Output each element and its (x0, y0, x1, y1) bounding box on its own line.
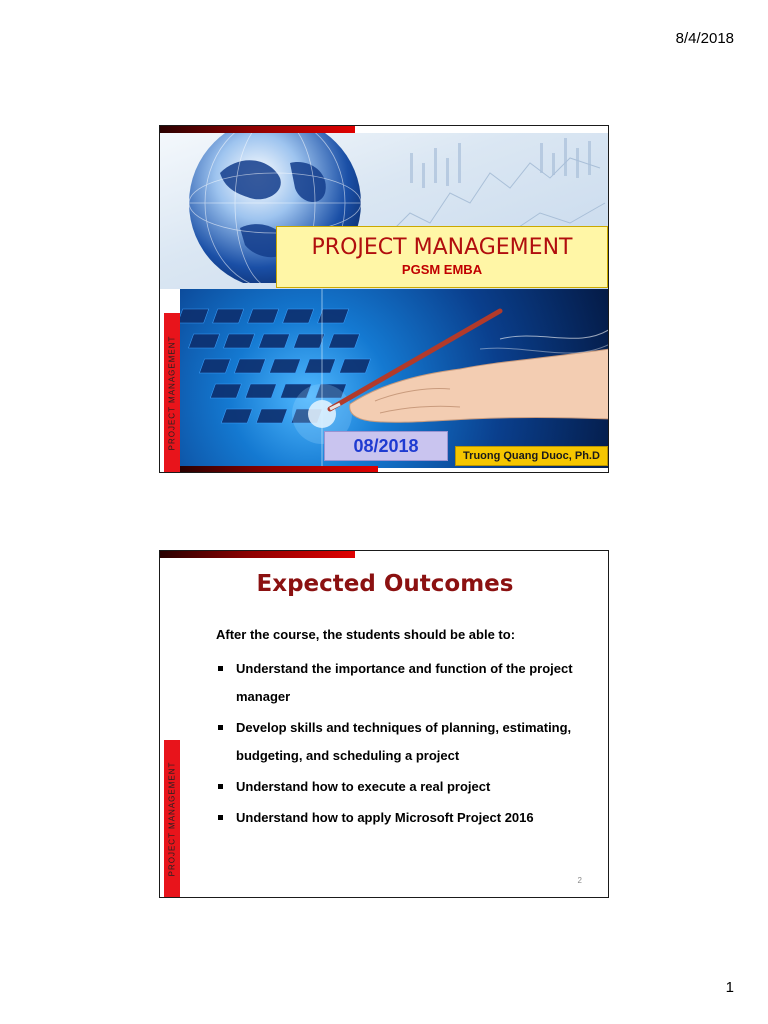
slide-title: Expected Outcomes (256, 571, 514, 597)
slide-1 (159, 125, 609, 473)
list-item: Develop skills and techniques of planning, estimating, budgeting, and scheduling a project (216, 714, 586, 770)
list-item: Understand the importance and function of the project manager (216, 655, 586, 711)
intro-text: After the course, the students should be able to: (216, 627, 516, 642)
list-item: Understand how to execute a real project (216, 773, 586, 801)
slide-subtitle: PGSM EMBA (401, 262, 483, 277)
slide-number: 2 (577, 876, 582, 885)
side-label-bar (164, 740, 180, 898)
outcomes-list (216, 655, 586, 835)
slide-title: PROJECT MANAGEMENT (311, 235, 573, 260)
side-label: PROJECT MANAGEMENT (167, 761, 177, 877)
page-number: 1 (725, 979, 734, 996)
side-label-bar (164, 313, 180, 473)
accent-bar-bottom (180, 466, 378, 472)
accent-bar-top (160, 551, 355, 558)
list-item: Understand how to apply Microsoft Project 2016 (216, 804, 586, 832)
page-date: 8/4/2018 (675, 30, 734, 47)
title-box (276, 226, 608, 288)
date-box: 08/2018 (324, 431, 448, 461)
slide-2 (159, 550, 609, 898)
author-box: Truong Quang Duoc, Ph.D (455, 446, 608, 466)
side-label: PROJECT MANAGEMENT (167, 335, 177, 451)
accent-bar-top (160, 126, 355, 133)
